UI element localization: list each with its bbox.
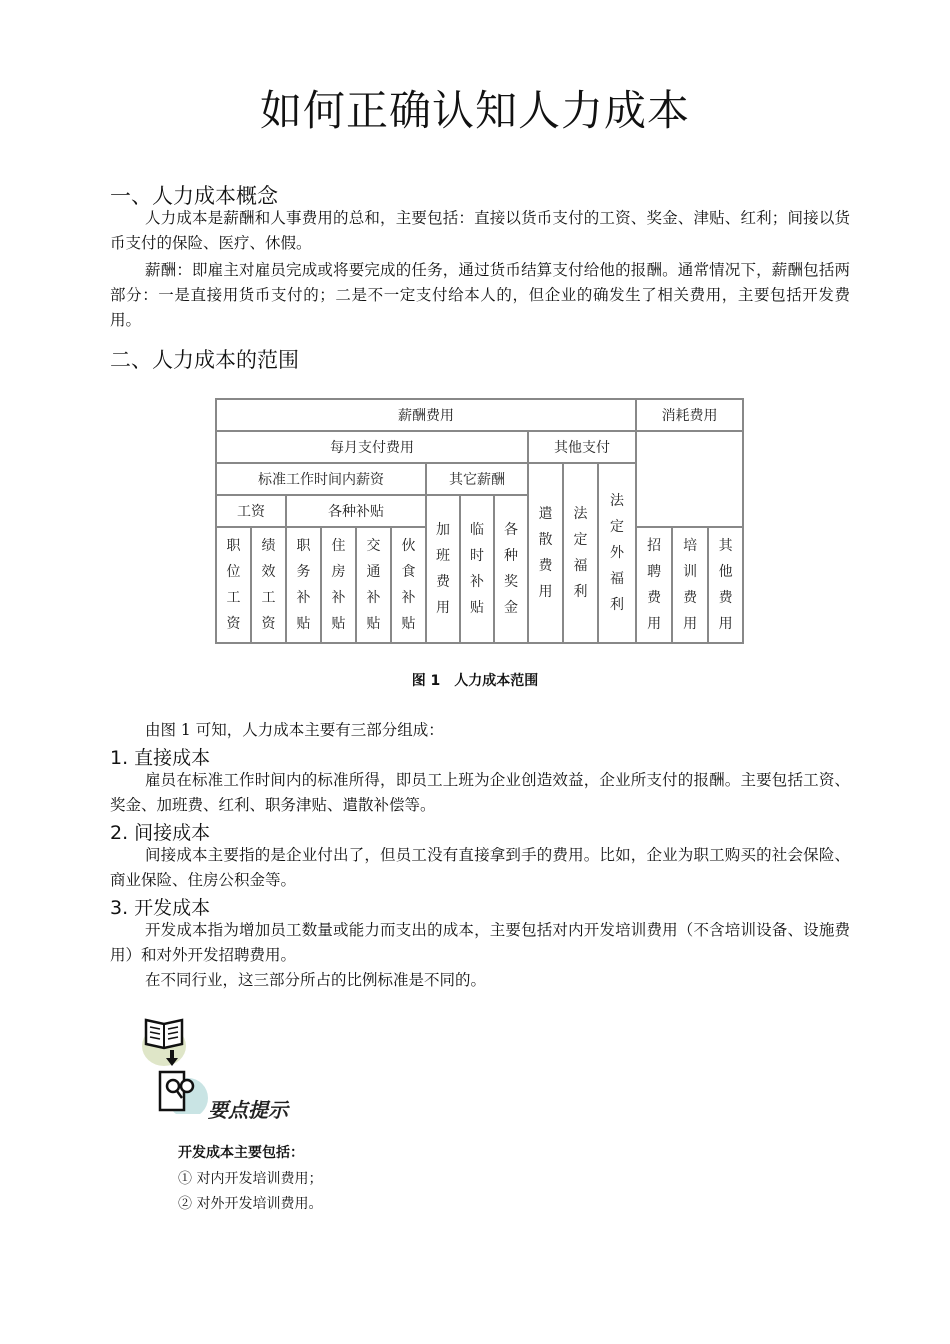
leaf-temp-allowance: 临 时 补 贴 [460, 495, 494, 643]
leaf-meal-allowance: 伙 食 补 贴 [391, 527, 426, 643]
leaf-bonus: 各 种 奖 金 [494, 495, 528, 643]
figure-caption: 图 1 人力成本范围 [411, 673, 539, 689]
development-cost-heading: 3. 开发成本 [110, 897, 211, 919]
section-1-paragraph-2: 薪酬：即雇主对雇员完成或将要完成的任务，通过货币结算支付给他的报酬。通常情况下，薪酬包括两部分：一是直接用货币支付的；二是不一定支付给本人的，但企业的确发生了相关费用，主要包括开发费用。 [110, 261, 850, 329]
leaf-extra-welfare: 法 定 外 福 利 [598, 463, 636, 643]
tip-item-1: ① 对内开发培训费用； [178, 1171, 323, 1187]
development-cost-paragraph-1: 开发成本指为增加员工数量或能力而支出的成本，主要包括对内开发培训费用（不含培训设备、设施费用）和对外开发招聘费用。 [110, 921, 850, 964]
tip-icon [140, 1014, 210, 1114]
header-wage: 工资 [216, 495, 286, 527]
tip-title: 要点提示 [208, 1098, 288, 1122]
book-magnifier-icon [140, 1014, 210, 1114]
leaf-severance: 遣 散 费 用 [528, 463, 563, 643]
leaf-statutory-welfare: 法 定 福 利 [563, 463, 598, 643]
header-allowances: 各种补贴 [286, 495, 426, 527]
leaf-housing-allowance: 住 房 补 贴 [321, 527, 356, 643]
leaf-recruit-cost: 招 聘 费 用 [636, 527, 672, 643]
direct-cost-paragraph: 雇员在标准工作时间内的标准所得，即员工上班为企业创造效益，企业所支付的报酬。主要包括工资、奖金、加班费、红利、职务津贴、遣散补偿等。 [110, 771, 850, 814]
section-1-heading: 一、人力成本概念 [110, 184, 278, 208]
cost-scope-table [215, 398, 744, 644]
indirect-cost-heading: 2. 间接成本 [110, 822, 211, 844]
tip-heading: 开发成本主要包括： [178, 1145, 304, 1161]
leaf-duty-allowance: 职 务 补 贴 [286, 527, 321, 643]
header-other-salary: 其它薪酬 [426, 463, 528, 495]
leaf-position-wage: 职 位 工 资 [216, 527, 251, 643]
tip-item-2: ② 对外开发培训费用。 [178, 1196, 323, 1212]
page-title: 如何正确认知人力成本 [259, 86, 690, 135]
leaf-other-cost: 其 他 费 用 [708, 527, 743, 643]
leaf-overtime: 加 班 费 用 [426, 495, 460, 643]
header-other-pay: 其他支付 [528, 431, 636, 463]
section-1-paragraph-1: 人力成本是薪酬和人事费用的总和，主要包括：直接以货币支付的工资、奖金、津贴、红利；间接以货币支付的保险、医疗、休假。 [110, 209, 850, 252]
leaf-transport-allowance: 交 通 补 贴 [356, 527, 391, 643]
leaf-performance-wage: 绩 效 工 资 [251, 527, 286, 643]
development-cost-paragraph-2: 在不同行业，这三部分所占的比例标准是不同的。 [145, 971, 487, 989]
consume-empty-cell [636, 431, 743, 527]
section-2-heading: 二、人力成本的范围 [110, 348, 299, 372]
header-salary-cost: 薪酬费用 [216, 399, 636, 431]
header-monthly-pay: 每月支付费用 [216, 431, 528, 463]
indirect-cost-paragraph: 间接成本主要指的是企业付出了，但员工没有直接拿到手的费用。比如，企业为职工购买的社会保险、商业保险、住房公积金等。 [110, 846, 850, 889]
header-standard-salary: 标准工作时间内薪资 [216, 463, 426, 495]
header-consume-cost: 消耗费用 [636, 399, 743, 431]
intro-paragraph: 由图 1 可知，人力成本主要有三部分组成： [145, 721, 444, 739]
leaf-training-cost: 培 训 费 用 [672, 527, 708, 643]
direct-cost-heading: 1. 直接成本 [110, 747, 211, 769]
